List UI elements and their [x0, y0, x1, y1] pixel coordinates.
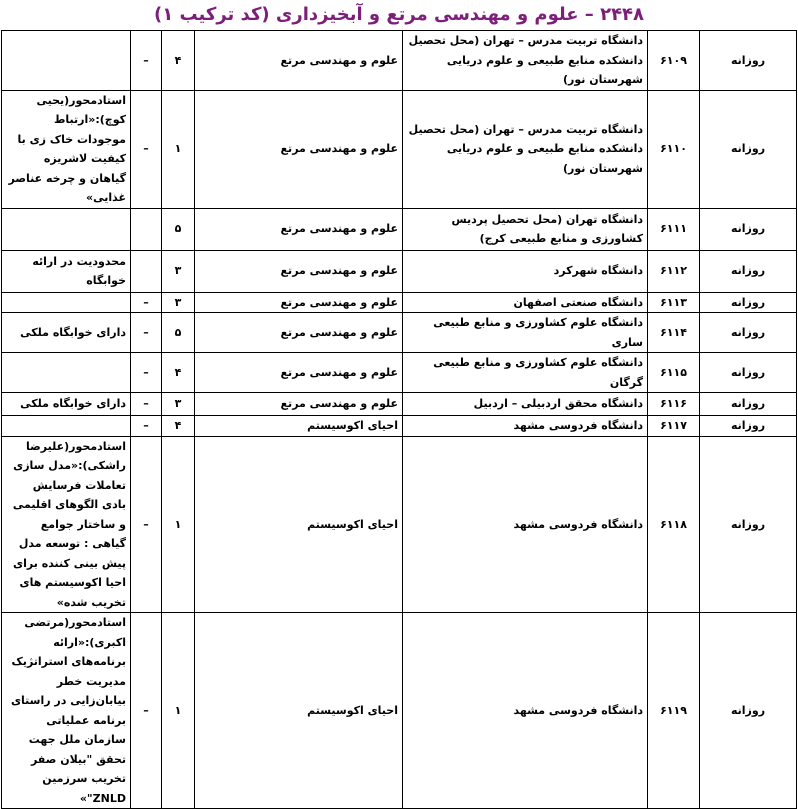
- capacity-cell: ۵: [162, 313, 195, 353]
- table-row: [2, 393, 797, 416]
- university-cell: دانشگاه فردوسی مشهد: [403, 436, 648, 613]
- dash-cell: –: [131, 292, 162, 313]
- note-cell: دارای خوابگاه ملکی: [2, 393, 131, 416]
- note-cell: [2, 208, 131, 250]
- table-row: [2, 416, 797, 437]
- dash-cell: [131, 208, 162, 250]
- study-type-cell: روزانه: [700, 292, 797, 313]
- study-type-cell: روزانه: [700, 31, 797, 91]
- table-row: [2, 90, 797, 208]
- table-row: [2, 208, 797, 250]
- code-cell: ۶۱۱۲: [648, 250, 700, 292]
- study-type-cell: روزانه: [700, 90, 797, 208]
- note-cell: [2, 31, 131, 91]
- dash-cell: –: [131, 313, 162, 353]
- university-cell: دانشگاه فردوسی مشهد: [403, 416, 648, 437]
- university-cell: دانشگاه محقق اردبیلی – اردبیل: [403, 393, 648, 416]
- study-type-cell: روزانه: [700, 393, 797, 416]
- table-row: [2, 292, 797, 313]
- dash-cell: –: [131, 393, 162, 416]
- field-cell: علوم و مهندسی مرتع: [195, 353, 403, 393]
- note-cell: استادمحور(یحیی کوچ):«ارتباط موجودات خاک زی با کیفیت لاشریزه گیاهان و چرخه عناصر غذایی»: [2, 90, 131, 208]
- programs-table: [1, 30, 797, 809]
- study-type-cell: روزانه: [700, 613, 797, 809]
- capacity-cell: ۳: [162, 250, 195, 292]
- field-cell: علوم و مهندسی مرتع: [195, 292, 403, 313]
- table-row: [2, 613, 797, 809]
- table-row: [2, 250, 797, 292]
- university-cell: دانشگاه تربیت مدرس – تهران (محل تحصیل دانشکده منابع طبیعی و علوم دریایی شهرستان نور): [403, 90, 648, 208]
- field-cell: احیای اکوسیستم: [195, 436, 403, 613]
- note-cell: [2, 416, 131, 437]
- university-cell: دانشگاه تهران (محل تحصیل پردیس کشاورزی و منابع طبیعی کرج): [403, 208, 648, 250]
- code-cell: ۶۱۱۴: [648, 313, 700, 353]
- study-type-cell: روزانه: [700, 436, 797, 613]
- code-cell: ۶۱۱۵: [648, 353, 700, 393]
- study-type-cell: روزانه: [700, 250, 797, 292]
- field-cell: علوم و مهندسی مرتع: [195, 393, 403, 416]
- university-cell: دانشگاه علوم کشاورزی و منابع طبیعی ساری: [403, 313, 648, 353]
- field-cell: علوم و مهندسی مرتع: [195, 31, 403, 91]
- table-row: [2, 31, 797, 91]
- table-row: [2, 353, 797, 393]
- note-cell: دارای خوابگاه ملکی: [2, 313, 131, 353]
- note-cell: استادمحور(مرتضی اکبری):«ارائه برنامه‌های استراتژیک مدیریت خطر بیابان‌زایی در راستای برنامه عملیاتی سازمان ملل جهت تحقق "بیلان صفر تخریب سرزمین ZNLD"»: [2, 613, 131, 809]
- capacity-cell: ۱: [162, 613, 195, 809]
- university-cell: دانشگاه صنعتی اصفهان: [403, 292, 648, 313]
- university-cell: دانشگاه تربیت مدرس – تهران (محل تحصیل دانشکده منابع طبیعی و علوم دریایی شهرستان نور): [403, 31, 648, 91]
- code-cell: ۶۱۰۹: [648, 31, 700, 91]
- field-cell: علوم و مهندسی مرتع: [195, 208, 403, 250]
- dash-cell: –: [131, 416, 162, 437]
- capacity-cell: ۳: [162, 393, 195, 416]
- study-type-cell: روزانه: [700, 353, 797, 393]
- code-cell: ۶۱۱۸: [648, 436, 700, 613]
- table-row: [2, 313, 797, 353]
- capacity-cell: ۱: [162, 436, 195, 613]
- capacity-cell: ۵: [162, 208, 195, 250]
- note-cell: استادمحور(علیرضا راشکی):«مدل سازی تعاملات فرسایش بادی الگوهای اقلیمی و ساختار جوامع گیاهی : توسعه مدل پیش بینی کننده برای احیا اکوسیستم های تخریب شده»: [2, 436, 131, 613]
- code-cell: ۶۱۱۱: [648, 208, 700, 250]
- capacity-cell: ۴: [162, 416, 195, 437]
- note-cell: [2, 292, 131, 313]
- dash-cell: –: [131, 613, 162, 809]
- note-cell: محدودیت در ارائه خوابگاه: [2, 250, 131, 292]
- university-cell: دانشگاه فردوسی مشهد: [403, 613, 648, 809]
- code-cell: ۶۱۱۰: [648, 90, 700, 208]
- field-cell: علوم و مهندسی مرتع: [195, 90, 403, 208]
- study-type-cell: روزانه: [700, 416, 797, 437]
- table-row: [2, 436, 797, 613]
- code-cell: ۶۱۱۷: [648, 416, 700, 437]
- dash-cell: –: [131, 90, 162, 208]
- code-cell: ۶۱۱۹: [648, 613, 700, 809]
- university-cell: دانشگاه شهرکرد: [403, 250, 648, 292]
- study-type-cell: روزانه: [700, 313, 797, 353]
- code-cell: ۶۱۱۳: [648, 292, 700, 313]
- capacity-cell: ۴: [162, 353, 195, 393]
- university-cell: دانشگاه علوم کشاورزی و منابع طبیعی گرگان: [403, 353, 648, 393]
- field-cell: علوم و مهندسی مرتع: [195, 250, 403, 292]
- page-title: ۲۴۴۸ – علوم و مهندسی مرتع و آبخیزداری (کد ترکیب ۱): [153, 4, 645, 25]
- capacity-cell: ۳: [162, 292, 195, 313]
- field-cell: علوم و مهندسی مرتع: [195, 313, 403, 353]
- code-cell: ۶۱۱۶: [648, 393, 700, 416]
- study-type-cell: روزانه: [700, 208, 797, 250]
- capacity-cell: ۴: [162, 31, 195, 91]
- capacity-cell: ۱: [162, 90, 195, 208]
- field-cell: احیای اکوسیستم: [195, 613, 403, 809]
- field-cell: احیای اکوسیستم: [195, 416, 403, 437]
- dash-cell: –: [131, 353, 162, 393]
- note-cell: [2, 353, 131, 393]
- dash-cell: [131, 250, 162, 292]
- dash-cell: –: [131, 436, 162, 613]
- dash-cell: –: [131, 31, 162, 91]
